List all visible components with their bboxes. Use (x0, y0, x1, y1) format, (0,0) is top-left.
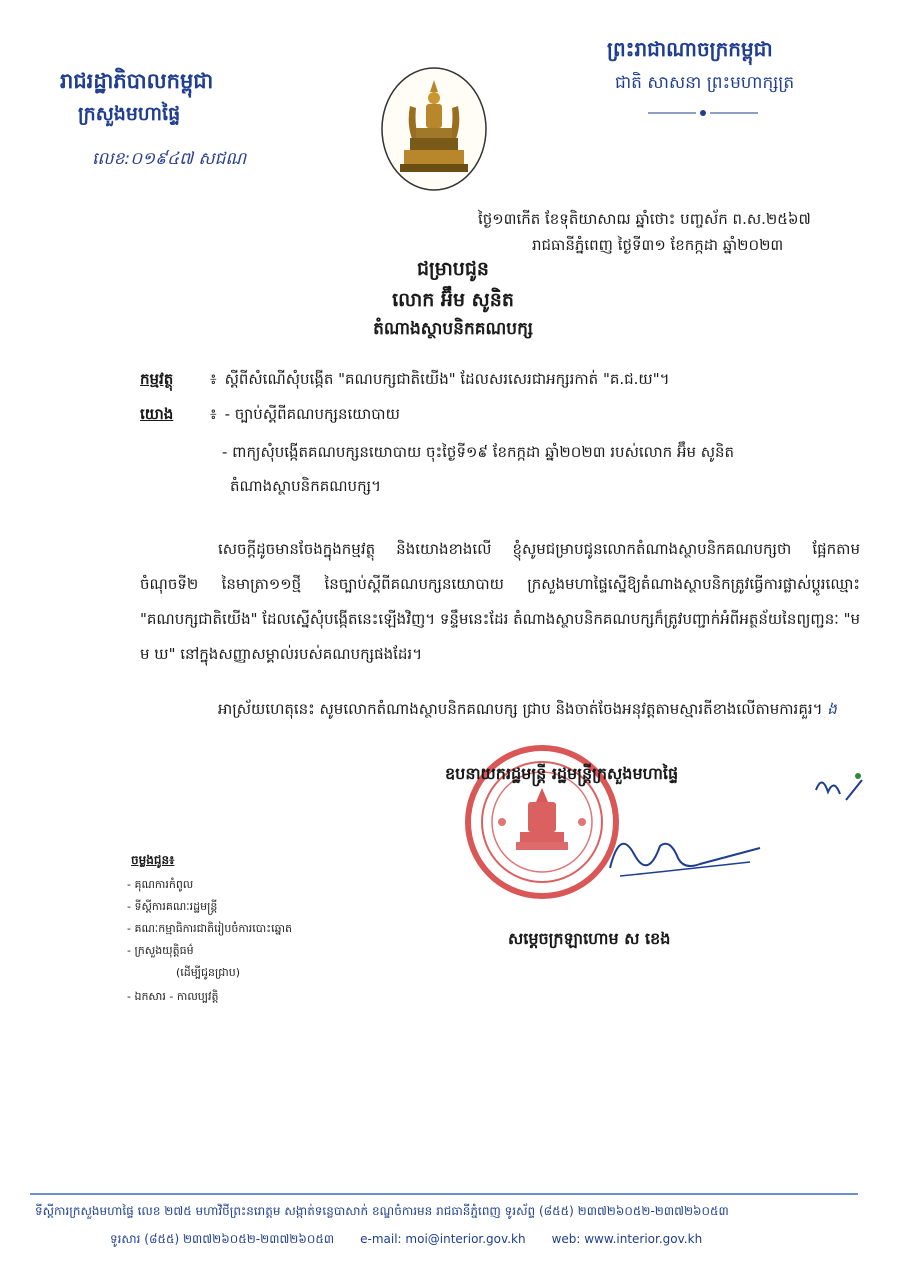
reference-line (140, 405, 400, 427)
lunar-date: ថ្ងៃ១៣កើត ខែទុតិយាសាឍ ឆ្នាំថោះ បញ្ចស័ក ព.ស.២៥៦៧ (478, 210, 811, 228)
footer-fax: ទូរសារ (៨៥៥) ២៣៧២៦០៥២-២៣៧២៦០៥៣ (110, 1232, 335, 1246)
cc-item: - ទីស្តីការគណៈរដ្ឋមន្ត្រី (127, 900, 218, 913)
ministry-name-line1: រាជរដ្ឋាភិបាលកម្ពុជា (60, 69, 214, 93)
solar-date: រាជធានីភ្នំពេញ ថ្ងៃទី៣១ ខែកក្កដា ឆ្នាំ២០២៣ (532, 236, 784, 254)
salutation-heading: ជម្រាបជូន (417, 258, 489, 280)
kingdom-title: ព្រះរាជាណាចក្រកម្ពុជា (607, 37, 773, 61)
royal-emblem-icon (380, 66, 488, 192)
footer-address: ទីស្តីការក្រសួងមហាផ្ទៃ លេខ ២៧៥ មហាវិថីព្រះនរោត្តម សង្កាត់ទន្លេបាសាក់ ខណ្ឌចំការមន រាជធានីភ្នំពេញ ទូរស័ព្ទ (៨៥៥) ២៣៧២៦០៥២-២៣៧២៦០៥៣ (35, 1204, 729, 1218)
cc-note: (ដើម្បីជូនជ្រាប) (176, 966, 241, 979)
reference-number: លេខ:០១៩៤៧ សជណ (92, 149, 247, 169)
body-paragraph-2: អាស្រ័យហេតុនេះ សូមលោកតំណាងស្ថាបនិកគណបក្ស ជ្រាប និងចាត់ចែងអនុវត្តតាមស្មារតីខាងលើតាមការគួរ។ (218, 700, 823, 718)
cc-item: - ឯកសារ - កាលប្បវត្តិ (127, 990, 219, 1003)
handwritten-initial: ង (827, 700, 837, 718)
reference-colon: ៖ (210, 405, 217, 423)
body-paragraph-1: សេចក្តីដូចមានចែងក្នុងកម្មវត្ថុ និងយោងខាងលើ ខ្ញុំសូមជម្រាបជូនលោកតំណាងស្ថាបនិកគណបក្សថា ផ្អែកតាមចំណុចទី២ នៃមាត្រា១១ថ្មី នៃច្បាប់ស្តីពីគណបក្សនយោបាយ ក្រសួងមហាផ្ទៃស្នើឱ្យតំណាងស្ថាបនិកត្រូវធ្វើការផ្លាស់ប្តូរឈ្មោះ "គណបក្សជាតិយើង" ដែលស្នើសុំបង្កើតនេះឡើងវិញ។ ទន្ទឹមនេះដែរ តំណាងស្ថាបនិកគណបក្សក៏ត្រូវបញ្ជាក់អំពីអត្ថន័យនៃព្យញ្ជនៈ "ម ម ឃ" នៅក្នុងសញ្ញាសម្គាល់របស់គណបក្សផងដែរ។ (140, 540, 861, 663)
reference-item: - ច្បាប់ស្តីពីគណបក្សនយោបាយ (224, 405, 400, 423)
cc-item: - គុណការកំពូល (127, 878, 194, 891)
reference-item: - ពាក្យសុំបង្កើតគណបក្សនយោបាយ ចុះថ្ងៃទី១៩ ខែកក្កដា ឆ្នាំ២០២៣ របស់លោក អ៊ឹម សូនិត (222, 443, 735, 461)
subject-label: កម្មវត្ថុ (140, 370, 174, 388)
ministry-name-line2: ក្រសួងមហាផ្ទៃ (78, 103, 181, 125)
minister-initial-mark-icon (812, 770, 868, 806)
motto-divider-ornament (648, 108, 758, 118)
signer-name: សម្តេចក្រឡាហោម ស ខេង (508, 929, 671, 948)
handwritten-signature-icon (600, 818, 770, 888)
recipient-name: លោក អ៊ឹម សូនិត (392, 289, 514, 311)
national-motto: ជាតិ សាសនា ព្រះមហាក្សត្រ (615, 73, 795, 93)
signer-title: ឧបនាយករដ្ឋមន្ត្រី រដ្ឋមន្ត្រីក្រសួងមហាផ្ទៃ (445, 764, 679, 783)
recipient-role: តំណាងស្ថាបនិកគណបក្ស (373, 319, 533, 339)
footer-web: web: www.interior.gov.kh (551, 1232, 703, 1246)
subject-colon: ៖ (210, 370, 217, 388)
footer-contacts (110, 1231, 728, 1249)
reference-label: យោង (140, 405, 174, 423)
footer-divider (30, 1193, 858, 1195)
body-paragraph-2-wrap (140, 692, 860, 727)
cc-title: ចម្លងជូន៖ (131, 853, 175, 867)
cc-item: - គណៈកម្មាធិការជាតិរៀបចំការបោះឆ្នោត (127, 922, 293, 935)
reference-item-continued: តំណាងស្ថាបនិកគណបក្ស។ (230, 477, 381, 495)
cc-item: - ក្រសួងយុត្តិធម៌ (127, 944, 194, 957)
subject-line (140, 370, 670, 392)
subject-text: ស្តីពីសំណើសុំបង្កើត "គណបក្សជាតិយើង" ដែលសរសេរជាអក្សរកាត់ "គ.ជ.យ"។ (224, 370, 670, 388)
footer-email: e-mail: moi@interior.gov.kh (360, 1232, 526, 1246)
